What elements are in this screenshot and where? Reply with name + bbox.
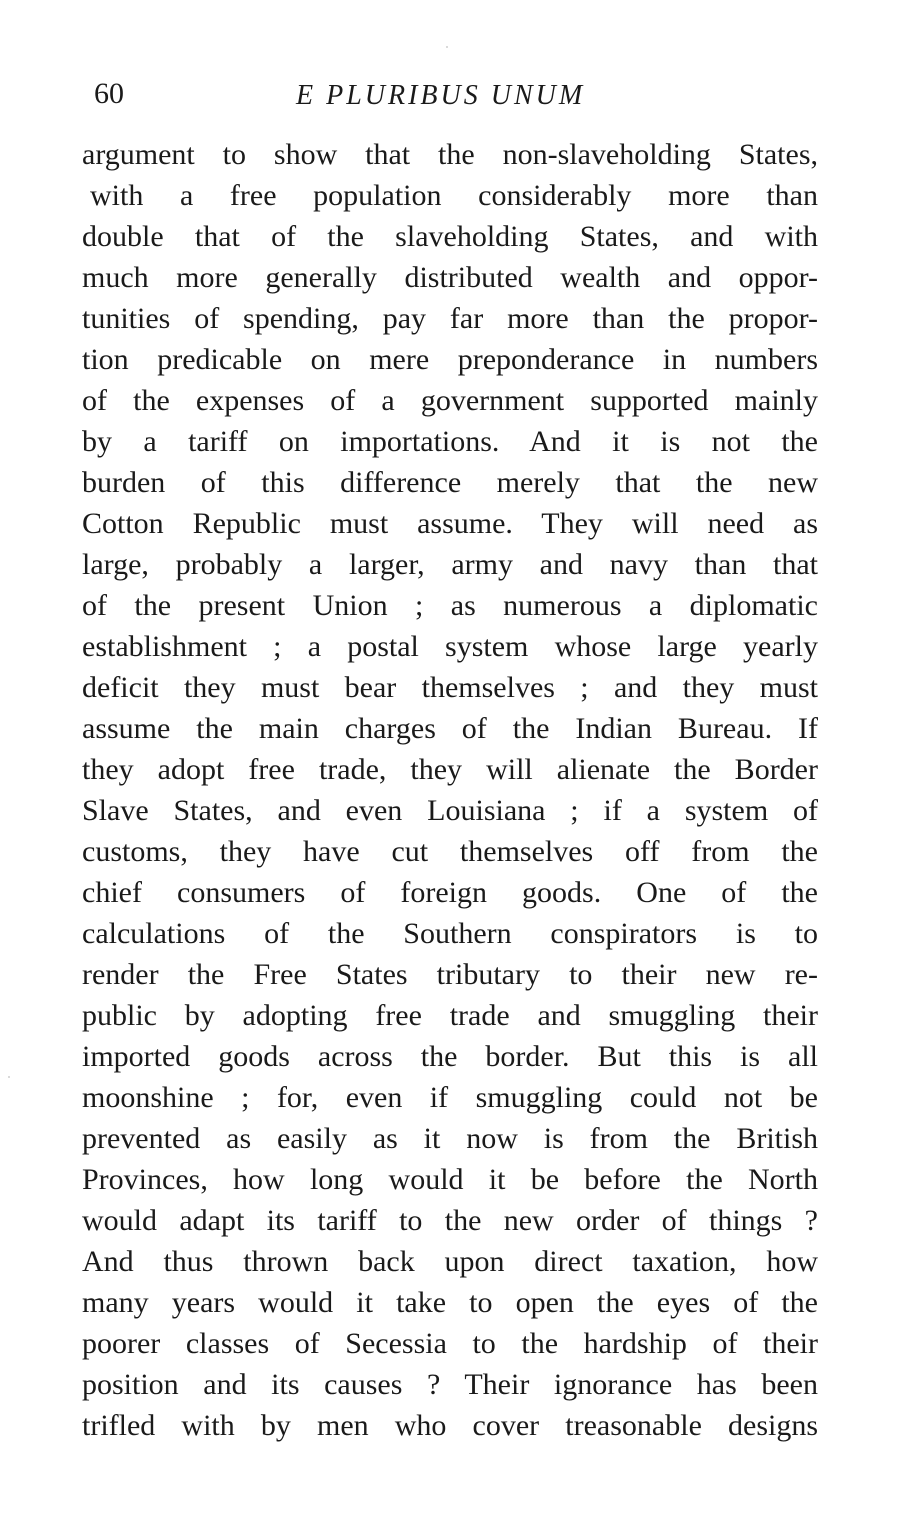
text-line: imported goods across the border. But this is all [82,1040,818,1073]
text-line: tunities of spending, pay far more than the propor- [82,302,818,335]
paper-speck [8,1076,10,1078]
text-line: Slave States, and even Louisiana ; if a system of [82,794,818,827]
body-text [82,134,818,1446]
text-line: large, probably a larger, army and navy than that [82,548,818,581]
text-line: customs, they have cut themselves off from the [82,835,818,868]
text-line: calculations of the Southern conspirators is to [82,917,818,950]
text-line: argument to show that the non-slaveholding States, [82,138,818,171]
text-line: of the expenses of a government supported mainly [82,384,818,417]
text-line: with a free population considerably more than [90,179,818,212]
text-line: position and its causes ? Their ignorance has been [82,1368,818,1401]
running-title: E PLURIBUS UNUM [296,80,586,111]
text-line: would adapt its tariff to the new order of things ? [82,1204,818,1237]
text-line: public by adopting free trade and smuggling their [82,999,818,1032]
page-header [80,74,820,114]
text-line: poorer classes of Secessia to the hardship of their [82,1327,818,1360]
text-line: moonshine ; for, even if smuggling could not be [82,1081,818,1114]
text-line: double that of the slaveholding States, and with [82,220,818,253]
text-line: And thus thrown back upon direct taxation, how [82,1245,818,1278]
text-line: much more generally distributed wealth and oppor- [82,261,818,294]
text-line: assume the main charges of the Indian Bureau. If [82,712,818,745]
text-line: deficit they must bear themselves ; and they must [82,671,818,704]
text-line: establishment ; a postal system whose large yearly [82,630,818,663]
text-line: prevented as easily as it now is from the British [82,1122,818,1155]
text-line: tion predicable on mere preponderance in numbers [82,343,818,376]
text-line: render the Free States tributary to their new re- [82,958,818,991]
text-line: by a tariff on importations. And it is not the [82,425,818,458]
text-line: chief consumers of foreign goods. One of the [82,876,818,909]
text-line: Provinces, how long would it be before the North [82,1163,818,1196]
text-line: they adopt free trade, they will alienate the Border [82,753,818,786]
text-line: Cotton Republic must assume. They will need as [82,507,818,540]
text-line: many years would it take to open the eyes of the [82,1286,818,1319]
text-line: burden of this difference merely that the new [82,466,818,499]
text-line: trifled with by men who cover treasonable designs [82,1409,818,1442]
text-line: of the present Union ; as numerous a diplomatic [82,589,818,622]
page-number: 60 [94,77,124,110]
paper-speck [446,46,448,48]
